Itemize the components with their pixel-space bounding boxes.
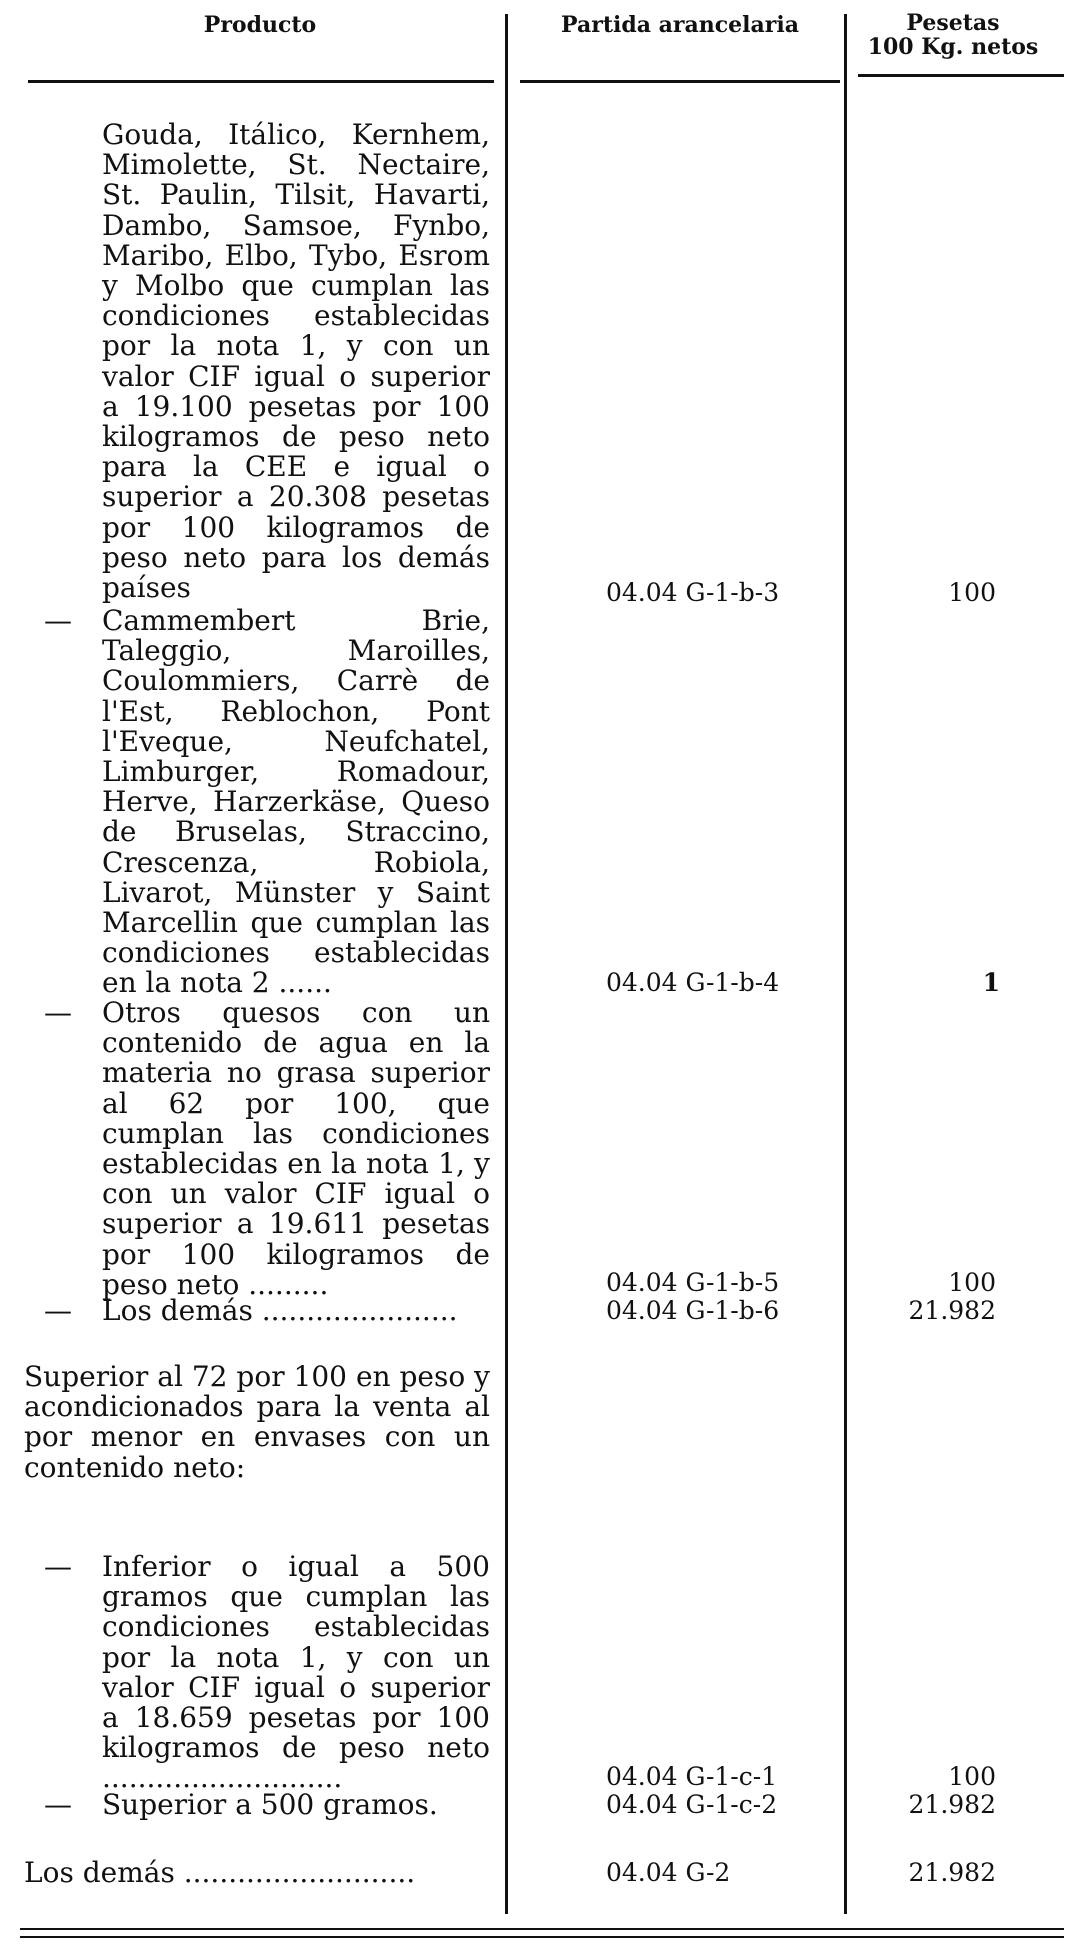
- product-description: Cammembert Brie, Taleggio, Maroilles, Coulommiers, Carrè de l'Est, Reblochon, Pont l'Eveque, Neufchatel, Limburger, Romadour, Herve, Harzerkäse, Queso de Bruselas, Straccino, Crescenza, Robiola, Livarot, Münster y Saint Marcellin que cumplan las condiciones establecidas en la nota 2 ......: [102, 604, 490, 1000]
- dash-marker: —: [44, 996, 72, 1029]
- pesetas-value: 21.982: [908, 1858, 996, 1887]
- bottom-rule-bottom: [20, 1936, 1064, 1938]
- bottom-rule-top: [20, 1928, 1064, 1930]
- product-description: Inferior o igual a 500 gramos que cumplan las condiciones establecidas por la nota 1, y con un valor CIF igual o superior a 18.659 pesetas por 100 kilogramos de peso neto ...........................: [102, 1550, 490, 1795]
- header-rule-pesetas: [858, 74, 1064, 77]
- header-pesetas: Pesetas: [906, 10, 1000, 36]
- pesetas-value: 1: [982, 968, 1000, 997]
- product-description: Gouda, Itálico, Kernhem, Mimolette, St. Nectaire, St. Paulin, Tilsit, Havarti, Dambo, Samsoe, Fynbo, Maribo, Elbo, Tybo, Esrom y Molbo que cumplan las condiciones establecidas por la nota 1, y con un valor CIF igual o superior a 19.100 pesetas por 100 kilogramos de peso neto para la CEE e igual o superior a 20.308 pesetas por 100 kilogramos de peso neto para los demás países: [102, 118, 490, 605]
- pesetas-value: 100: [948, 578, 996, 607]
- header-rule-partida: [520, 80, 840, 83]
- dash-marker: —: [44, 1788, 72, 1821]
- pesetas-value: 21.982: [908, 1296, 996, 1325]
- column-separator-1: [505, 14, 508, 1914]
- column-separator-2: [844, 14, 847, 1914]
- product-description: Superior a 500 gramos.: [102, 1788, 438, 1821]
- tariff-code: 04.04 G-1-c-1: [606, 1762, 778, 1791]
- pesetas-value: 100: [948, 1268, 996, 1297]
- header-pesetas-unit: 100 Kg. netos: [867, 34, 1039, 60]
- tariff-code: 04.04 G-1-b-6: [606, 1296, 780, 1325]
- header-producto: Producto: [203, 12, 317, 38]
- header-partida-arancelaria: Partida arancelaria: [561, 12, 799, 38]
- tariff-code: 04.04 G-2: [606, 1858, 731, 1887]
- product-description: Los demás ..........................: [24, 1856, 416, 1889]
- header-rule-producto: [28, 80, 494, 83]
- tariff-code: 04.04 G-1-b-5: [606, 1268, 780, 1297]
- product-description: Otros quesos con un contenido de agua en la materia no grasa superior al 62 por 100, que cumplan las condiciones establecidas en la nota 1, y con un valor CIF igual o superior a 19.611 pesetas por 100 kilogramos de peso neto .........: [102, 996, 490, 1301]
- dash-marker: —: [44, 604, 72, 637]
- tariff-code: 04.04 G-1-c-2: [606, 1790, 778, 1819]
- pesetas-value: 100: [948, 1762, 996, 1791]
- tariff-code: 04.04 G-1-b-3: [606, 578, 780, 607]
- dash-marker: —: [44, 1294, 72, 1327]
- dash-marker: —: [44, 1550, 72, 1583]
- group-heading: Superior al 72 por 100 en peso y acondicionados para la venta al por menor en envases con un contenido neto:: [24, 1360, 490, 1484]
- tariff-code: 04.04 G-1-b-4: [606, 968, 780, 997]
- product-description: Los demás ......................: [102, 1294, 458, 1327]
- pesetas-value: 21.982: [908, 1790, 996, 1819]
